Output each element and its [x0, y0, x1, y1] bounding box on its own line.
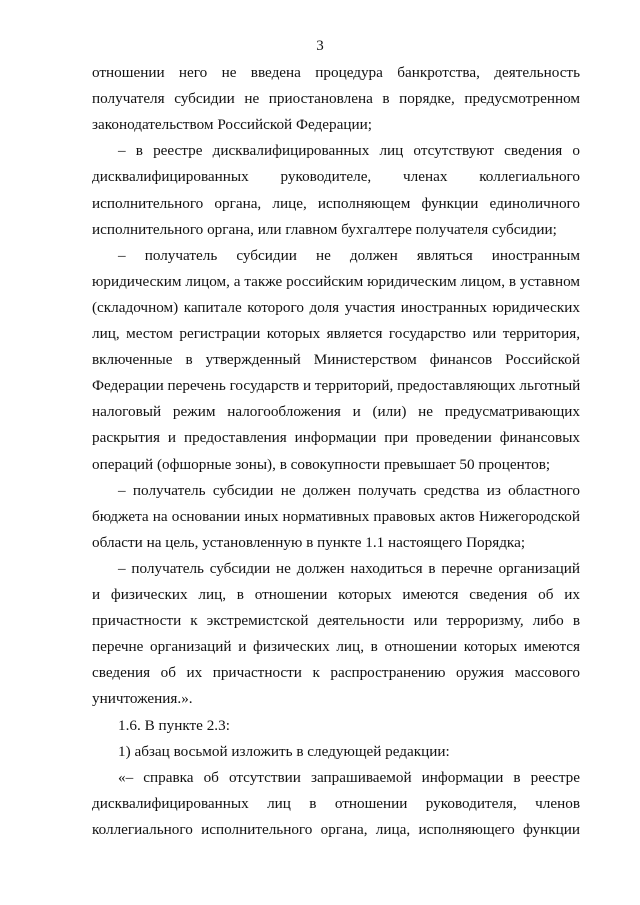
text-line: – получатель субсидии не должен являться иностранным: [118, 246, 580, 264]
text-line: сведения об их причастности к распространению оружия массового: [92, 664, 580, 682]
text-line: дисквалифицированных лиц в отношении руководителя, членов: [92, 794, 580, 812]
text-line: 1) абзац восьмой изложить в следующей редакции:: [118, 742, 450, 760]
text-line: законодательством Российской Федерации;: [92, 116, 372, 134]
text-line: области на цель, установленную в пункте 1.1 настоящего Порядка;: [92, 533, 526, 551]
text-line: получателя субсидии не приостановлена в порядке, предусмотренном: [92, 90, 580, 108]
text-line: – получатель субсидии не должен находиться в перечне организаций: [118, 559, 580, 577]
page-number: 3: [316, 38, 324, 54]
text-line: и физических лиц, в отношении которых имеются сведения об их: [92, 586, 580, 603]
text-line: «– справка об отсутствии запрашиваемой информации в реестре: [118, 768, 580, 786]
text-line: включенные в утвержденный Министерством финансов Российской: [92, 351, 580, 369]
text-line: – в реестре дисквалифицированных лиц отсутствуют сведения о: [118, 142, 580, 160]
text-line: причастности к экстремистской деятельности или терроризму, либо в: [92, 612, 580, 630]
text-line: исполнительного органа, или главном бухгалтере получателя субсидии;: [92, 220, 557, 238]
text-line: дисквалифицированных руководителе, членах коллегиального: [92, 168, 580, 186]
text-line: раскрытия и предоставления информации при проведении финансовых: [92, 429, 580, 447]
text-line: перечне организаций и физических лиц, в отношении которых имеются: [92, 638, 580, 656]
text-line: уничтожения.».: [92, 690, 193, 708]
text-line: отношении него не введена процедура банкротства, деятельность: [92, 64, 580, 81]
text-line: Федерации перечень государств и территорий, предоставляющих льготный: [92, 377, 581, 395]
text-line: бюджета на основании иных нормативных правовых актов Нижегородской: [92, 507, 580, 525]
text-line: лиц, местом регистрации которых является государство или территория,: [92, 325, 580, 342]
text-line: юридическим лицом, а также российским юридическим лицом, в уставном: [92, 272, 580, 290]
text-line: налоговый режим налогообложения и (или) не предусматривающих: [92, 403, 580, 421]
text-line: 1.6. В пункте 2.3:: [118, 716, 230, 734]
text-line: коллегиального исполнительного органа, лица, исполняющего функции: [92, 820, 580, 838]
text-line: – получатель субсидии не должен получать средства из областного: [118, 481, 580, 499]
text-line: операций (офшорные зоны), в совокупности превышает 50 процентов;: [92, 455, 551, 473]
text-line: исполнительного органа, лице, исполняющем функции единоличного: [92, 194, 580, 212]
text-line: (складочном) капитале которого доля участия иностранных юридических: [92, 298, 580, 316]
